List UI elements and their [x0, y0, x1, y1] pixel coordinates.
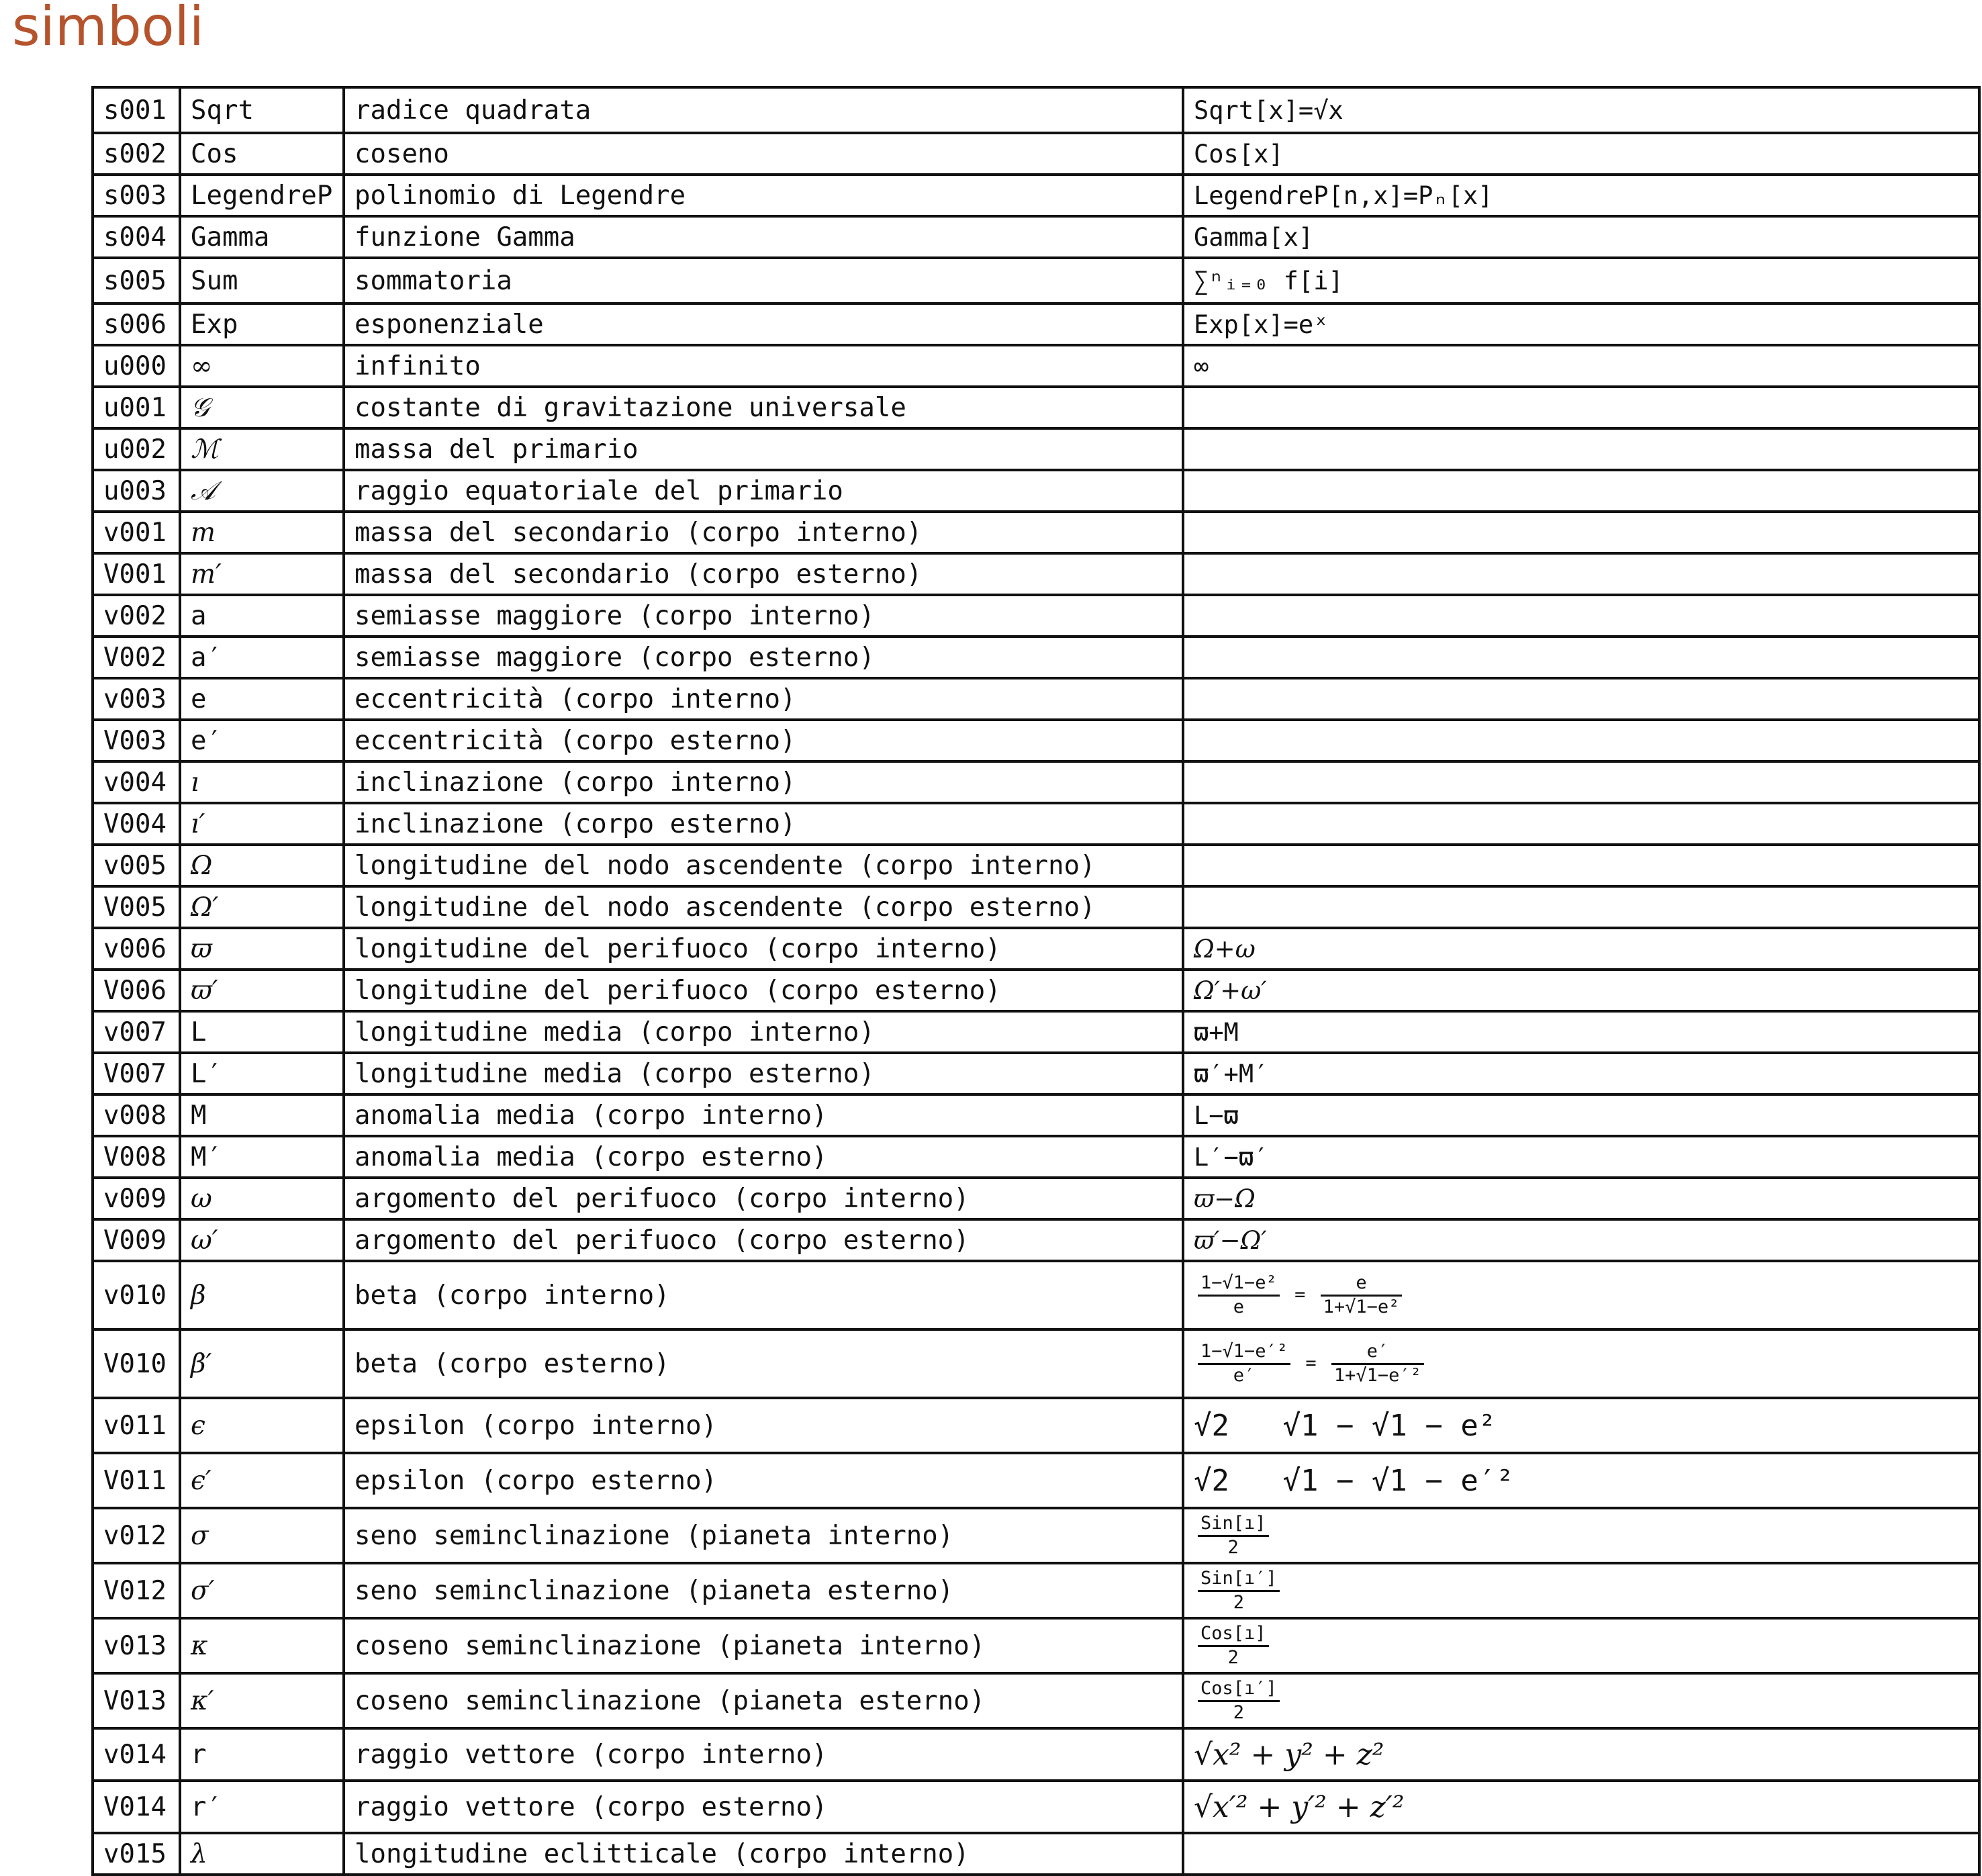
- code-cell: V003: [93, 720, 180, 761]
- code-cell: V010: [93, 1329, 180, 1398]
- code-cell: u000: [93, 345, 180, 387]
- table-row: [93, 595, 1979, 637]
- symbol-cell: m: [180, 512, 344, 553]
- table-row: [93, 512, 1979, 553]
- formula-cell: L′−ϖ′: [1183, 1136, 1979, 1178]
- symbol-cell: β′: [180, 1329, 344, 1398]
- formula-cell: [1183, 1453, 1979, 1508]
- table-row: [93, 803, 1979, 845]
- code-cell: s006: [93, 303, 180, 345]
- fraction-numerator: 1−√1−e′²: [1198, 1342, 1290, 1364]
- table-row: [93, 216, 1979, 258]
- code-cell: V006: [93, 970, 180, 1011]
- description-cell: semiasse maggiore (corpo esterno): [344, 637, 1183, 678]
- code-cell: v008: [93, 1094, 180, 1136]
- code-cell: v003: [93, 678, 180, 720]
- code-cell: s005: [93, 258, 180, 303]
- table-row: [93, 87, 1979, 133]
- symbol-cell: σ: [180, 1508, 344, 1563]
- description-cell: costante di gravitazione universale: [344, 387, 1183, 428]
- code-cell: v013: [93, 1618, 180, 1673]
- sqrt-two: √2: [1194, 1463, 1229, 1498]
- code-cell: s002: [93, 133, 180, 175]
- symbol-cell: Gamma: [180, 216, 344, 258]
- table-row: [93, 678, 1979, 720]
- formula-cell: [1183, 845, 1979, 886]
- formula-cell: [1183, 678, 1979, 720]
- table-row: [93, 1261, 1979, 1329]
- table-row: [93, 761, 1979, 803]
- symbol-cell: 𝒜: [180, 470, 344, 512]
- code-cell: V013: [93, 1673, 180, 1728]
- symbol-cell: L′: [180, 1053, 344, 1094]
- symbol-cell: e: [180, 678, 344, 720]
- fraction: [1198, 1514, 1269, 1557]
- symbol-cell: 𝒢: [180, 387, 344, 428]
- code-cell: V002: [93, 637, 180, 678]
- symbol-cell: σ′: [180, 1563, 344, 1618]
- description-cell: epsilon (corpo interno): [344, 1398, 1183, 1453]
- formula-cell: [1183, 428, 1979, 470]
- table-row: [93, 720, 1979, 761]
- symbol-cell: e′: [180, 720, 344, 761]
- code-cell: v005: [93, 845, 180, 886]
- description-cell: coseno seminclinazione (pianeta esterno): [344, 1673, 1183, 1728]
- formula-cell: [1183, 1673, 1979, 1728]
- fraction-numerator: e: [1321, 1274, 1403, 1296]
- formula-cell: [1183, 720, 1979, 761]
- formula-cell: √x′² + y′² + z′²: [1183, 1781, 1979, 1833]
- description-cell: epsilon (corpo esterno): [344, 1453, 1183, 1508]
- description-cell: raggio vettore (corpo interno): [344, 1728, 1183, 1781]
- symbol-cell: ω: [180, 1178, 344, 1219]
- formula-cell: [1183, 1563, 1979, 1618]
- description-cell: esponenziale: [344, 303, 1183, 345]
- table-row: [93, 1508, 1979, 1563]
- formula-cell: Gamma[x]: [1183, 216, 1979, 258]
- table-row: [93, 1178, 1979, 1219]
- formula-cell: ∑ⁿᵢ₌₀ f[i]: [1183, 258, 1979, 303]
- table-row: [93, 258, 1979, 303]
- formula-cell: [1183, 1398, 1979, 1453]
- symbol-cell: L: [180, 1011, 344, 1053]
- fraction-numerator: 1−√1−e²: [1198, 1274, 1280, 1296]
- table-row: [93, 970, 1979, 1011]
- formula-cell: [1183, 761, 1979, 803]
- code-cell: v004: [93, 761, 180, 803]
- formula-cell: [1183, 387, 1979, 428]
- symbol-cell: a: [180, 595, 344, 637]
- table-row: [93, 886, 1979, 928]
- fraction: [1198, 1569, 1280, 1612]
- sqrt-two: √2: [1194, 1408, 1229, 1443]
- symbol-cell: ϵ: [180, 1398, 344, 1453]
- table-row: [93, 1781, 1979, 1833]
- fraction: [1198, 1624, 1269, 1667]
- fraction-denominator: 2: [1227, 1646, 1239, 1668]
- fraction: [1198, 1679, 1280, 1722]
- code-cell: v001: [93, 512, 180, 553]
- formula-cell: [1183, 1833, 1979, 1875]
- code-cell: V011: [93, 1453, 180, 1508]
- table-row: [93, 303, 1979, 345]
- code-cell: V001: [93, 553, 180, 595]
- description-cell: coseno seminclinazione (pianeta interno): [344, 1618, 1183, 1673]
- description-cell: longitudine media (corpo interno): [344, 1011, 1183, 1053]
- code-cell: V009: [93, 1219, 180, 1261]
- symbol-cell: Ω: [180, 845, 344, 886]
- formula-cell: ϖ′−Ω′: [1183, 1219, 1979, 1261]
- fraction-numerator: e′: [1331, 1342, 1424, 1364]
- table-row: [93, 1053, 1979, 1094]
- description-cell: coseno: [344, 133, 1183, 175]
- description-cell: anomalia media (corpo esterno): [344, 1136, 1183, 1178]
- formula-cell: [1183, 1329, 1979, 1398]
- description-cell: polinomio di Legendre: [344, 175, 1183, 216]
- description-cell: radice quadrata: [344, 87, 1183, 133]
- formula-cell: ϖ−Ω: [1183, 1178, 1979, 1219]
- table-row: [93, 1136, 1979, 1178]
- fraction-numerator: Cos[ı]: [1198, 1624, 1269, 1646]
- table-row: [93, 133, 1979, 175]
- symbol-cell: β: [180, 1261, 344, 1329]
- description-cell: longitudine del nodo ascendente (corpo interno): [344, 845, 1183, 886]
- symbol-cell: M: [180, 1094, 344, 1136]
- formula-cell: Sqrt[x]=√x: [1183, 87, 1979, 133]
- formula-cell: Ω′+ω′: [1183, 970, 1979, 1011]
- formula-cell: [1183, 886, 1979, 928]
- table-row: [93, 928, 1979, 970]
- symbol-cell: ı′: [180, 803, 344, 845]
- symbol-cell: Exp: [180, 303, 344, 345]
- formula-cell: LegendreP[n,x]=Pₙ[x]: [1183, 175, 1979, 216]
- code-cell: s004: [93, 216, 180, 258]
- formula-cell: [1183, 553, 1979, 595]
- symbol-cell: κ: [180, 1618, 344, 1673]
- table-row: [93, 345, 1979, 387]
- symbol-cell: ϖ′: [180, 970, 344, 1011]
- formula-cell: [1183, 512, 1979, 553]
- fraction-denominator: e: [1233, 1296, 1245, 1317]
- table-row: [93, 1011, 1979, 1053]
- fraction: [1198, 1342, 1290, 1385]
- code-cell: v015: [93, 1833, 180, 1875]
- symbol-cell: a′: [180, 637, 344, 678]
- table-row: [93, 175, 1979, 216]
- table-row: [93, 428, 1979, 470]
- formula-cell: ∞: [1183, 345, 1979, 387]
- fraction-numerator: Sin[ı]: [1198, 1514, 1269, 1536]
- formula-cell: [1183, 1261, 1979, 1329]
- code-cell: u003: [93, 470, 180, 512]
- symbol-cell: LegendreP: [180, 175, 344, 216]
- description-cell: raggio equatoriale del primario: [344, 470, 1183, 512]
- code-cell: s001: [93, 87, 180, 133]
- symbol-cell: ı: [180, 761, 344, 803]
- fraction-denominator: 2: [1227, 1536, 1239, 1558]
- fraction-denominator: e′: [1233, 1364, 1256, 1386]
- table-row: [93, 1833, 1979, 1875]
- table-row: [93, 1728, 1979, 1781]
- fraction-denominator: 1+√1−e²: [1323, 1296, 1400, 1317]
- fraction: [1321, 1274, 1403, 1317]
- description-cell: eccentricità (corpo esterno): [344, 720, 1183, 761]
- code-cell: V014: [93, 1781, 180, 1833]
- description-cell: raggio vettore (corpo esterno): [344, 1781, 1183, 1833]
- symbol-cell: Ω′: [180, 886, 344, 928]
- code-cell: V012: [93, 1563, 180, 1618]
- code-cell: v006: [93, 928, 180, 970]
- code-cell: v014: [93, 1728, 180, 1781]
- code-cell: V004: [93, 803, 180, 845]
- code-cell: v007: [93, 1011, 180, 1053]
- table-row: [93, 1673, 1979, 1728]
- description-cell: longitudine media (corpo esterno): [344, 1053, 1183, 1094]
- table-row: [93, 637, 1979, 678]
- code-cell: v009: [93, 1178, 180, 1219]
- description-cell: inclinazione (corpo interno): [344, 761, 1183, 803]
- symbol-cell: m′: [180, 553, 344, 595]
- symbol-cell: ∞: [180, 345, 344, 387]
- description-cell: seno seminclinazione (pianeta interno): [344, 1508, 1183, 1563]
- formula-cell: Cos[x]: [1183, 133, 1979, 175]
- description-cell: anomalia media (corpo interno): [344, 1094, 1183, 1136]
- description-cell: longitudine del nodo ascendente (corpo esterno): [344, 886, 1183, 928]
- code-cell: v010: [93, 1261, 180, 1329]
- description-cell: argomento del perifuoco (corpo interno): [344, 1178, 1183, 1219]
- nested-radical: √1 − √1 − e′²: [1282, 1463, 1514, 1498]
- formula-cell: ϖ+M: [1183, 1011, 1979, 1053]
- description-cell: longitudine del perifuoco (corpo interno): [344, 928, 1183, 970]
- formula-cell: ϖ′+M′: [1183, 1053, 1979, 1094]
- code-cell: V008: [93, 1136, 180, 1178]
- formula-cell: [1183, 595, 1979, 637]
- fraction-denominator: 2: [1233, 1591, 1245, 1613]
- fraction-denominator: 1+√1−e′²: [1333, 1364, 1421, 1386]
- description-cell: infinito: [344, 345, 1183, 387]
- description-cell: semiasse maggiore (corpo interno): [344, 595, 1183, 637]
- equals-sign: =: [1305, 1352, 1317, 1374]
- symbol-cell: λ: [180, 1833, 344, 1875]
- table-row: [93, 553, 1979, 595]
- description-cell: inclinazione (corpo esterno): [344, 803, 1183, 845]
- description-cell: beta (corpo esterno): [344, 1329, 1183, 1398]
- fraction-numerator: Cos[ı′]: [1198, 1679, 1280, 1701]
- description-cell: argomento del perifuoco (corpo esterno): [344, 1219, 1183, 1261]
- symbol-cell: r: [180, 1728, 344, 1781]
- symbol-cell: M′: [180, 1136, 344, 1178]
- table-row: [93, 1453, 1979, 1508]
- symbol-cell: Sum: [180, 258, 344, 303]
- formula-cell: Exp[x]=eˣ: [1183, 303, 1979, 345]
- fraction: [1331, 1342, 1424, 1385]
- table-row: [93, 1618, 1979, 1673]
- code-cell: V007: [93, 1053, 180, 1094]
- description-cell: longitudine eclitticale (corpo interno): [344, 1833, 1183, 1875]
- symbol-cell: ℳ: [180, 428, 344, 470]
- code-cell: v002: [93, 595, 180, 637]
- description-cell: massa del secondario (corpo esterno): [344, 553, 1183, 595]
- symbol-cell: Sqrt: [180, 87, 344, 133]
- code-cell: s003: [93, 175, 180, 216]
- formula-cell: [1183, 1618, 1979, 1673]
- formula-cell: [1183, 803, 1979, 845]
- fraction-denominator: 2: [1233, 1701, 1245, 1723]
- code-cell: u001: [93, 387, 180, 428]
- description-cell: sommatoria: [344, 258, 1183, 303]
- table-row: [93, 1398, 1979, 1453]
- description-cell: beta (corpo interno): [344, 1261, 1183, 1329]
- table-row: [93, 1094, 1979, 1136]
- formula-cell: [1183, 637, 1979, 678]
- description-cell: massa del secondario (corpo interno): [344, 512, 1183, 553]
- symbol-cell: ϵ′: [180, 1453, 344, 1508]
- symbol-cell: Cos: [180, 133, 344, 175]
- description-cell: funzione Gamma: [344, 216, 1183, 258]
- symbols-table: [91, 86, 1981, 1876]
- description-cell: seno seminclinazione (pianeta esterno): [344, 1563, 1183, 1618]
- fraction-numerator: Sin[ı′]: [1198, 1569, 1280, 1591]
- code-cell: v011: [93, 1398, 180, 1453]
- formula-cell: Ω+ω: [1183, 928, 1979, 970]
- table-row: [93, 387, 1979, 428]
- description-cell: eccentricità (corpo interno): [344, 678, 1183, 720]
- nested-radical: √1 − √1 − e²: [1282, 1408, 1497, 1443]
- equals-sign: =: [1294, 1284, 1306, 1305]
- page-title: simboli: [12, 0, 205, 58]
- symbol-cell: κ′: [180, 1673, 344, 1728]
- formula-cell: √x² + y² + z²: [1183, 1728, 1979, 1781]
- code-cell: u002: [93, 428, 180, 470]
- formula-cell: L−ϖ: [1183, 1094, 1979, 1136]
- description-cell: massa del primario: [344, 428, 1183, 470]
- formula-cell: [1183, 470, 1979, 512]
- table-row: [93, 1563, 1979, 1618]
- symbol-cell: ϖ: [180, 928, 344, 970]
- symbol-cell: r′: [180, 1781, 344, 1833]
- description-cell: longitudine del perifuoco (corpo esterno): [344, 970, 1183, 1011]
- table-row: [93, 845, 1979, 886]
- table-row: [93, 1219, 1979, 1261]
- symbol-cell: ω′: [180, 1219, 344, 1261]
- table-row: [93, 470, 1979, 512]
- fraction: [1198, 1274, 1280, 1317]
- code-cell: v012: [93, 1508, 180, 1563]
- table-row: [93, 1329, 1979, 1398]
- formula-cell: [1183, 1508, 1979, 1563]
- code-cell: V005: [93, 886, 180, 928]
